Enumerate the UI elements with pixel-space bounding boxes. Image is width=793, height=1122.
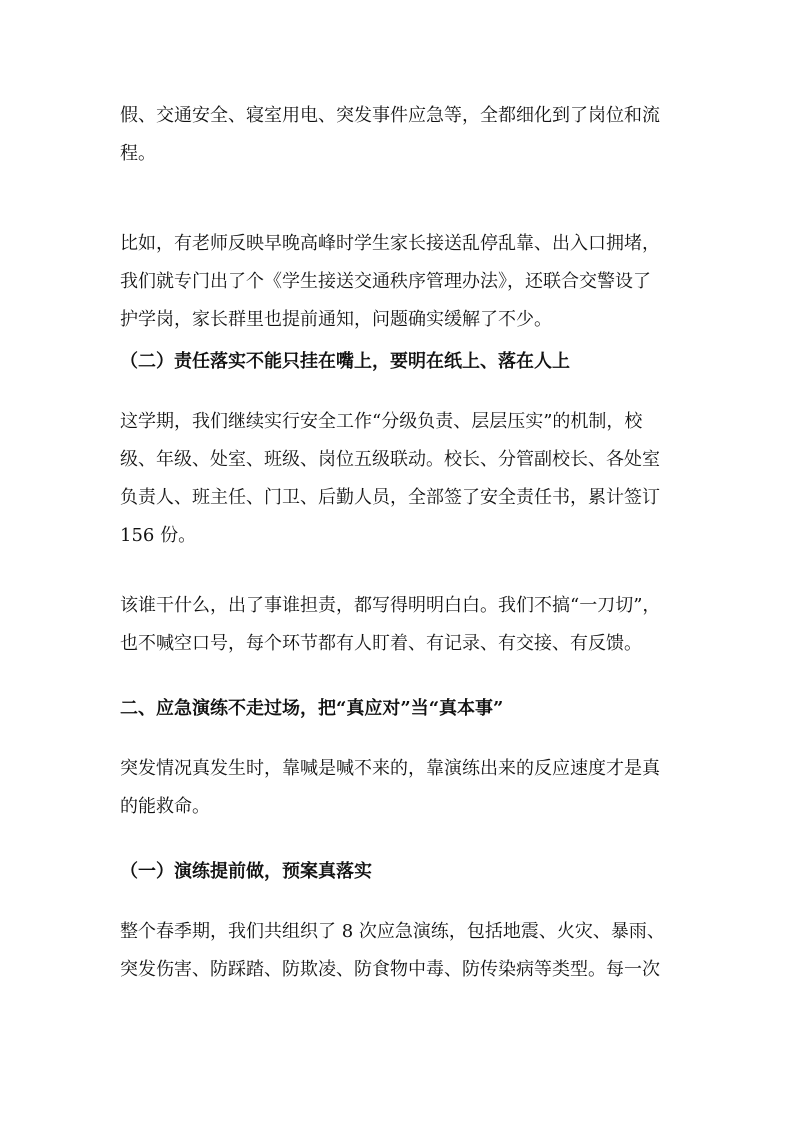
chapter-heading-emergency-drills: 二、应急演练不走过场，把“真应对”当“真本事” [120,698,504,719]
text-line: 我们就专门出了个《学生接送交通秩序管理办法》，还联合交警设了 [120,271,651,292]
text-line: 的能救命。 [120,796,210,817]
text-line: 程。 [120,143,156,164]
text-line: 这学期，我们继续实行安全工作“分级负责、层层压实”的机制，校 [120,411,643,432]
paragraph-drill-count [120,913,680,989]
section-heading-responsibility: （二）责任落实不能只挂在嘴上，要明在纸上、落在人上 [120,351,570,372]
section-heading-drill-planning: （一）演练提前做，预案真落实 [120,861,372,882]
paragraph-traffic-example [120,225,680,339]
text-line: 整个春季期，我们共组织了 8 次应急演练，包括地震、火灾、暴雨、 [120,921,665,942]
text-line: 假、交通安全、寝室用电、突发事件应急等，全都细化到了岗位和流 [120,105,660,126]
text-line: 也不喊空口号，每个环节都有人盯着、有记录、有交接、有反馈。 [120,633,642,654]
text-line: 比如，有老师反映早晚高峰时学生家长接送乱停乱靠、出入口拥堵， [120,233,660,254]
text-line: 156 份。 [120,525,197,546]
text-line: 级、年级、处室、班级、岗位五级联动。校长、分管副校长、各处室 [120,449,660,470]
text-line: 该谁干什么，出了事谁担责，都写得明明白白。我们不搞“一刀切”， [120,595,661,616]
paragraph-responsibility-mechanism [120,403,680,555]
paragraph-safety-rules [120,97,680,173]
text-line: 负责人、班主任、门卫、后勤人员，全部签了安全责任书，累计签订 [120,487,660,508]
paragraph-drill-importance [120,750,680,826]
text-line: 护学岗，家长群里也提前通知，问题确实缓解了不少。 [120,309,552,330]
text-line: 突发伤害、防踩踏、防欺凌、防食物中毒、防传染病等类型。每一次 [120,959,660,980]
text-line: 突发情况真发生时，靠喊是喊不来的，靠演练出来的反应速度才是真 [120,758,660,779]
paragraph-accountability [120,587,680,663]
